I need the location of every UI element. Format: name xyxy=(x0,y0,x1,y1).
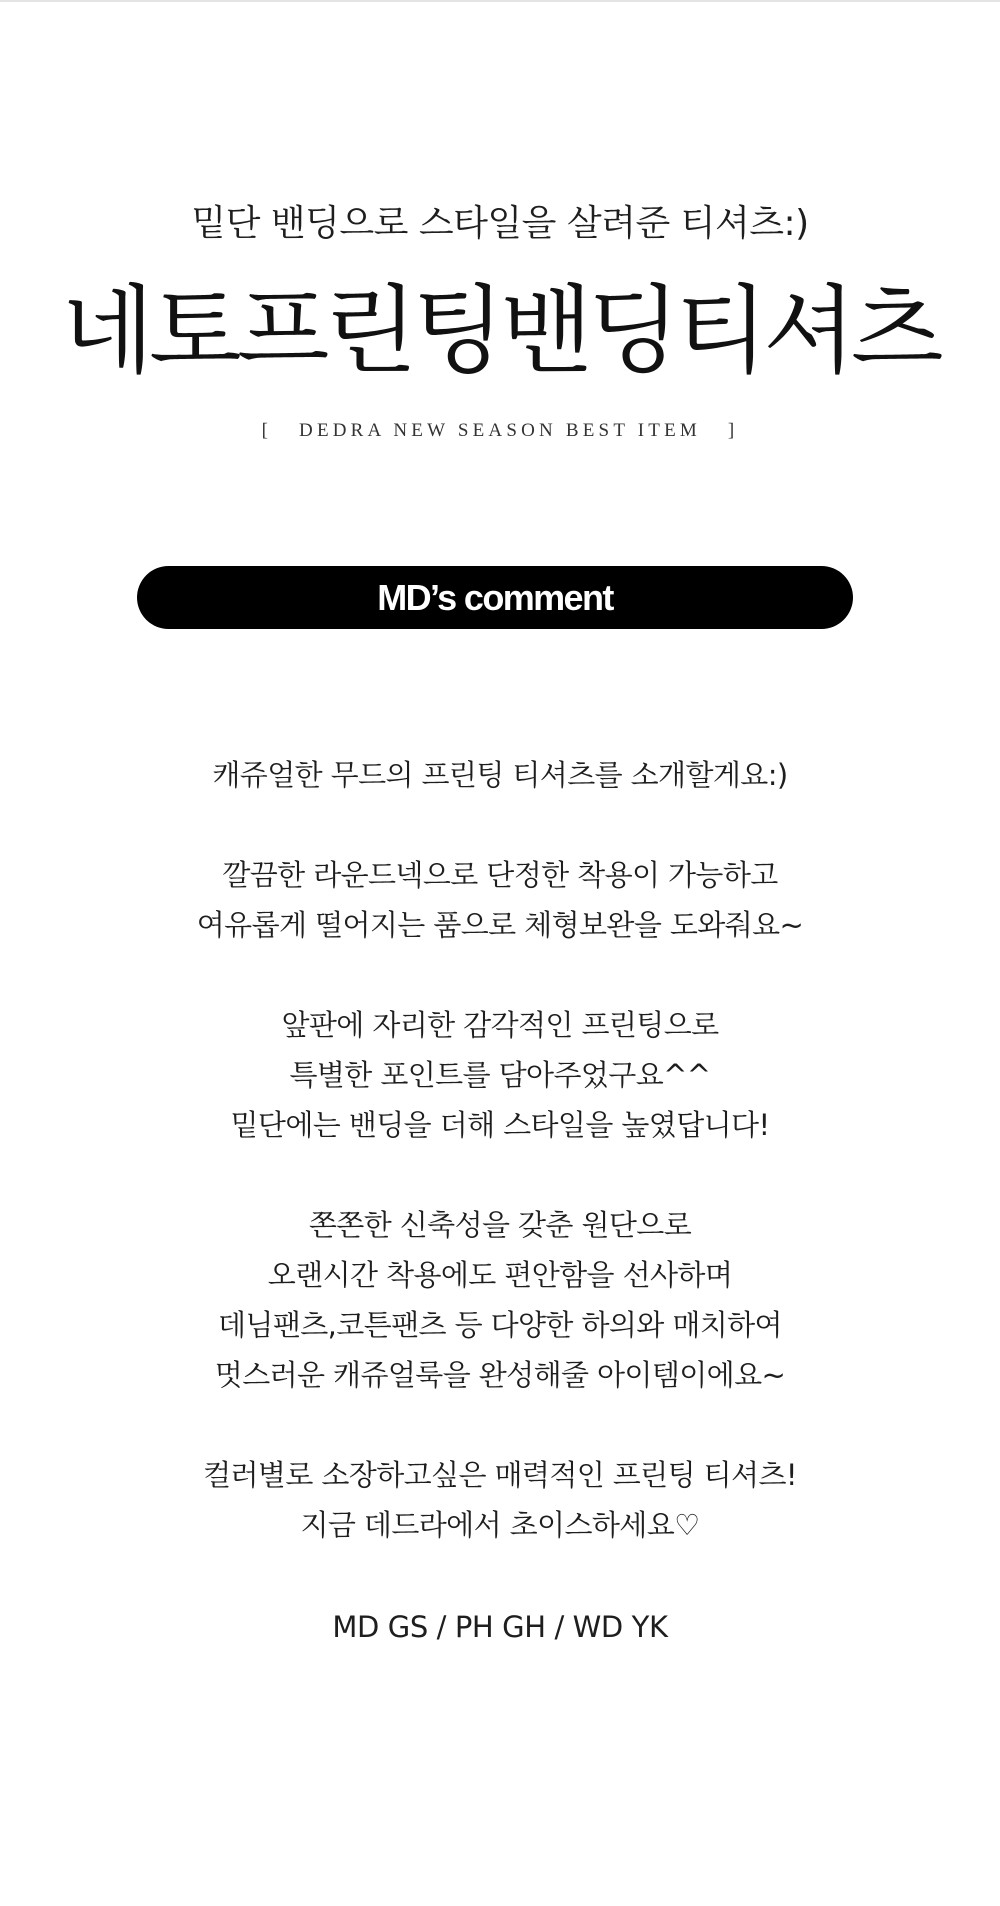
staff-credits: MD GS / PH GH / WD YK xyxy=(332,1610,668,1644)
paragraph-gap xyxy=(0,950,1000,1000)
comment-line: 앞판에 자리한 감각적인 프린팅으로 xyxy=(281,1008,719,1042)
comment-paragraph xyxy=(0,1000,1000,1150)
product-title: 네토프린팅밴딩티셔츠 xyxy=(61,275,939,387)
comment-paragraph xyxy=(0,1450,1000,1550)
comment-line: 특별한 포인트를 담아주었구요^^ xyxy=(289,1058,711,1092)
comment-line: 여유롭게 떨어지는 품으로 체형보완을 도와줘요~ xyxy=(196,908,804,942)
md-comment-label: MD’s comment xyxy=(377,576,613,618)
md-comment-body xyxy=(0,750,1000,1550)
paragraph-gap xyxy=(0,1400,1000,1450)
season-tag: [ DEDRA NEW SEASON BEST ITEM ] xyxy=(261,420,739,441)
paragraph-gap xyxy=(0,800,1000,850)
top-divider xyxy=(0,0,1000,2)
comment-paragraph xyxy=(0,1200,1000,1400)
comment-paragraph xyxy=(0,750,1000,800)
md-comment-banner xyxy=(137,566,853,629)
comment-line: 멋스러운 캐쥬얼룩을 완성해줄 아이템이에요~ xyxy=(214,1358,786,1392)
comment-line: 밑단에는 밴딩을 더해 스타일을 높였답니다! xyxy=(230,1108,770,1142)
comment-line: 컬러별로 소장하고싶은 매력적인 프린팅 티셔츠! xyxy=(203,1458,797,1492)
comment-line: 깔끔한 라운드넥으로 단정한 착용이 가능하고 xyxy=(222,858,778,892)
comment-line: 쫀쫀한 신축성을 갖춘 원단으로 xyxy=(308,1208,692,1242)
comment-line: 캐쥬얼한 무드의 프린팅 티셔츠를 소개할게요:) xyxy=(212,758,788,792)
comment-line: 오랜시간 착용에도 편안함을 선사하며 xyxy=(267,1258,733,1292)
comment-paragraph xyxy=(0,850,1000,950)
product-subtitle: 밑단 밴딩으로 스타일을 살려준 티셔츠:) xyxy=(191,203,809,244)
comment-line: 지금 데드라에서 초이스하세요♡ xyxy=(300,1508,700,1542)
comment-line: 데님팬츠,코튼팬츠 등 다양한 하의와 매치하여 xyxy=(218,1308,782,1342)
paragraph-gap xyxy=(0,1150,1000,1200)
